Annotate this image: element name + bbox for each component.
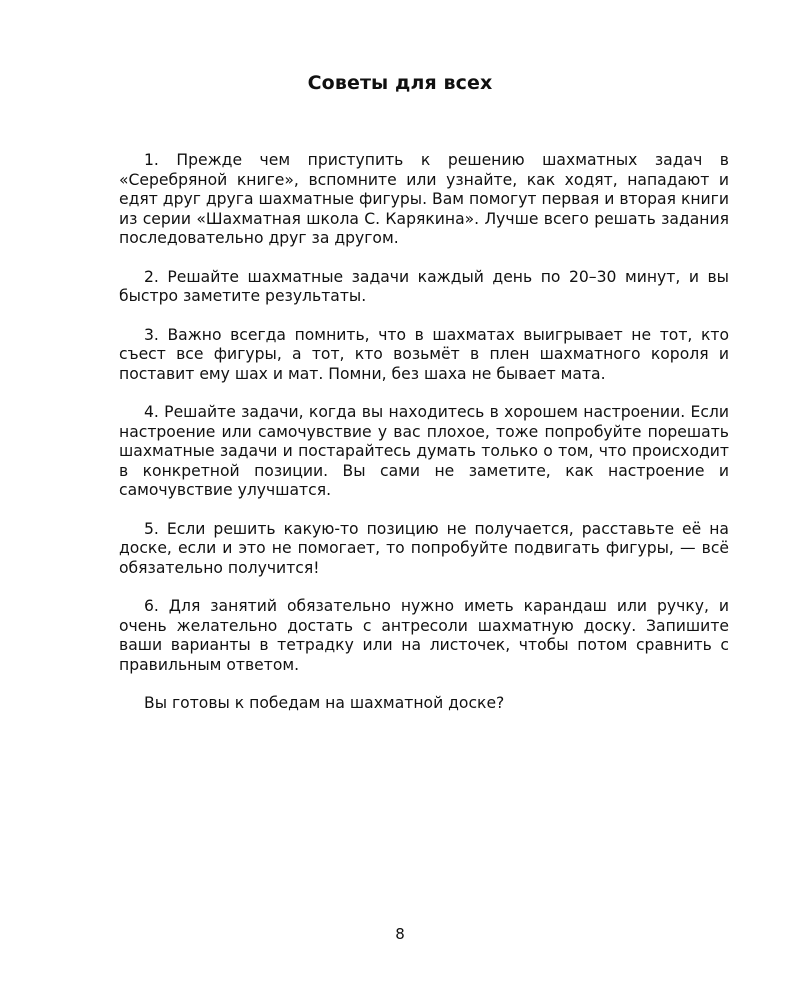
tip-paragraph-2: 2. Решайте шахматные задачи каждый день по 20–30 минут, и вы быстро заметите результаты. [119,267,729,305]
page-title: Советы для всех [307,72,493,94]
closing-question: Вы готовы к победам на шахматной доске? [144,694,505,712]
tips-text-block [119,151,729,733]
page-number: 8 [395,925,405,943]
tip-paragraph-4: 4. Решайте задачи, когда вы находитесь в хорошем настроении. Если настроение или самочувствие у вас плохое, тоже попробуйте порешать шахматные задачи и постарайтесь думать только о том, что происходит в конкретной позиции. Вы сами не заметите, как настроение и самочувствие улучшатся. [119,403,729,499]
tip-paragraph-6: 6. Для занятий обязательно нужно иметь карандаш или ручку, и очень желательно достать с антресоли шахматную доску. Запишите ваши варианты в тетрадку или на листочек, чтобы потом сравнить с правильным ответом. [119,597,729,674]
tip-paragraph-5: 5. Если решить какую-то позицию не получается, расставьте её на доске, если и это не помогает, то попробуйте подвигать фигуры, — всё обязательно получится! [119,519,729,577]
tip-paragraph-1: 1. Прежде чем приступить к решению шахматных задач в «Серебряной книге», вспомните или узнайте, как ходят, нападают и едят друг друга шахматные фигуры. Вам помогут первая и вторая книги из серии «Шахматная школа С. Карякина». Лучше всего решать задания последовательно друг за другом. [119,151,730,247]
tip-paragraph-3: 3. Важно всегда помнить, что в шахматах выигрывает не тот, кто съест все фигуры, а тот, кто возьмёт в плен шахматного короля и поставит ему шах и мат. Помни, без шаха не бывает мата. [119,325,729,383]
